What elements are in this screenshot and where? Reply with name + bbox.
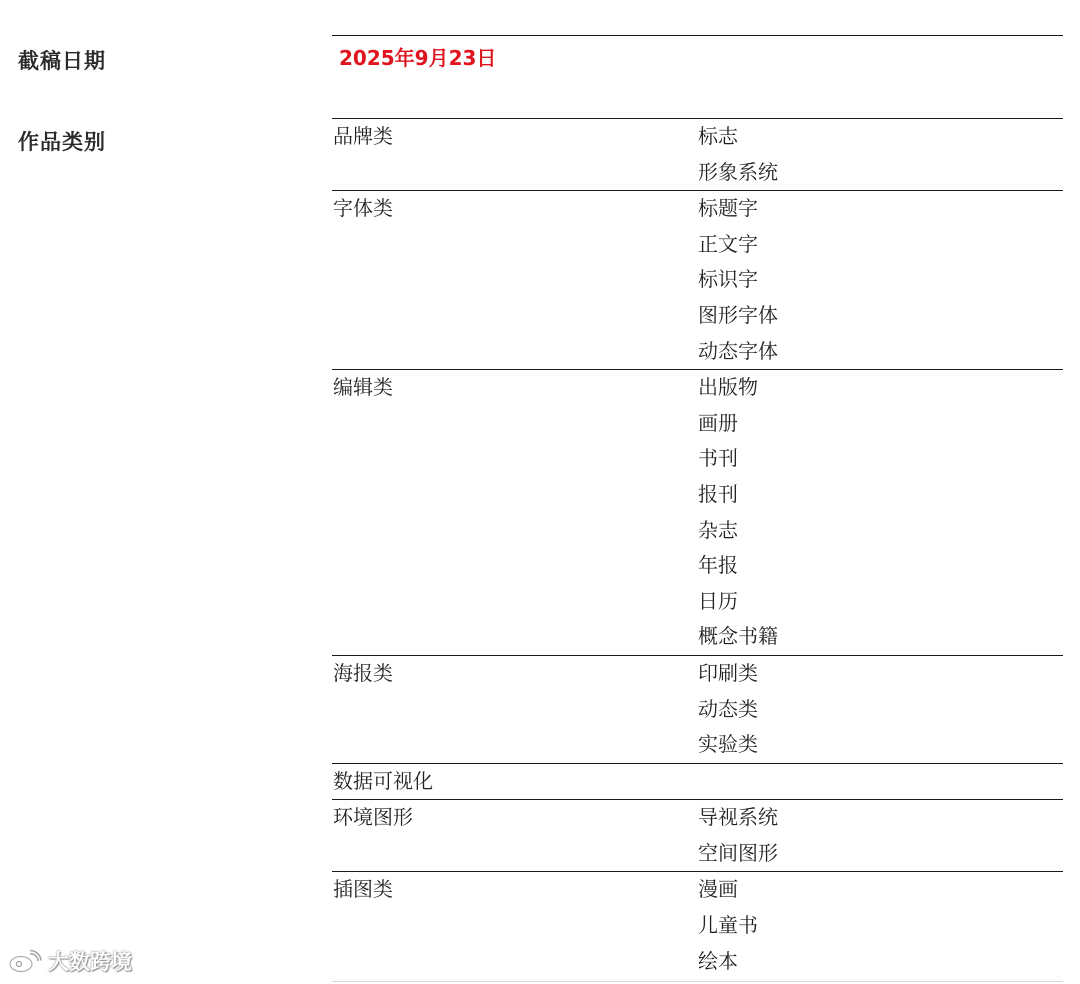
- deadline-label: 截稿日期: [18, 49, 106, 73]
- subcategory-item: 空间图形: [698, 840, 778, 865]
- subcategory-list: [698, 764, 1063, 800]
- subcategory-item: 概念书籍: [698, 624, 778, 649]
- deadline-value: 2025年9月23日: [339, 46, 497, 70]
- category-group: [332, 763, 1063, 800]
- category-label: 作品类别: [18, 130, 106, 154]
- subcategory-list: [698, 872, 1063, 979]
- subcategory-item: 标题字: [698, 196, 758, 221]
- subcategory-item: 形象系统: [698, 159, 778, 184]
- category-group: [332, 118, 1063, 190]
- subcategory-item: 印刷类: [698, 660, 758, 685]
- category-name: 海报类: [333, 660, 393, 685]
- subcategory-item: 导视系统: [698, 805, 778, 830]
- subcategory-item: 报刊: [698, 481, 738, 506]
- category-group: [332, 799, 1063, 871]
- subcategory-item: 实验类: [698, 732, 758, 757]
- category-name: 品牌类: [333, 124, 393, 148]
- category-group: [332, 190, 1063, 369]
- subcategory-item: 漫画: [698, 877, 738, 902]
- subcategory-item: 年报: [698, 553, 738, 578]
- subcategory-list: [698, 191, 1063, 369]
- subcategory-item: 出版物: [698, 375, 758, 400]
- subcategory-item: 标识字: [698, 267, 758, 292]
- subcategory-item: 正文字: [698, 231, 758, 256]
- subcategory-list: [698, 800, 1063, 871]
- subcategory-item: 标志: [698, 124, 738, 148]
- category-name: 插图类: [333, 877, 393, 902]
- subcategory-item: 图形字体: [698, 302, 778, 327]
- category-table: [332, 118, 1063, 979]
- category-name: 编辑类: [333, 375, 393, 400]
- subcategory-list: [698, 656, 1063, 763]
- subcategory-item: 书刊: [698, 446, 738, 471]
- subcategory-item: 动态字体: [698, 338, 778, 363]
- subcategory-item: 绘本: [698, 948, 738, 973]
- subcategory-item: 画册: [698, 410, 738, 435]
- watermark: [8, 946, 132, 976]
- category-group: [332, 369, 1063, 655]
- watermark-text: 大数跨境: [48, 950, 132, 974]
- subcategory-item: 杂志: [698, 517, 738, 542]
- bottom-rule: [332, 981, 1063, 982]
- category-name: 数据可视化: [333, 768, 433, 793]
- category-name: 字体类: [333, 196, 393, 221]
- subcategory-item: 儿童书: [698, 913, 758, 938]
- category-name: 环境图形: [333, 805, 413, 830]
- weibo-logo-icon: [8, 949, 42, 973]
- category-group: [332, 655, 1063, 763]
- deadline-top-rule: [332, 35, 1063, 36]
- category-group: [332, 871, 1063, 979]
- subcategory-list: [698, 370, 1063, 655]
- subcategory-item: 动态类: [698, 696, 758, 721]
- subcategory-list: [698, 119, 1063, 190]
- subcategory-item: 日历: [698, 588, 738, 613]
